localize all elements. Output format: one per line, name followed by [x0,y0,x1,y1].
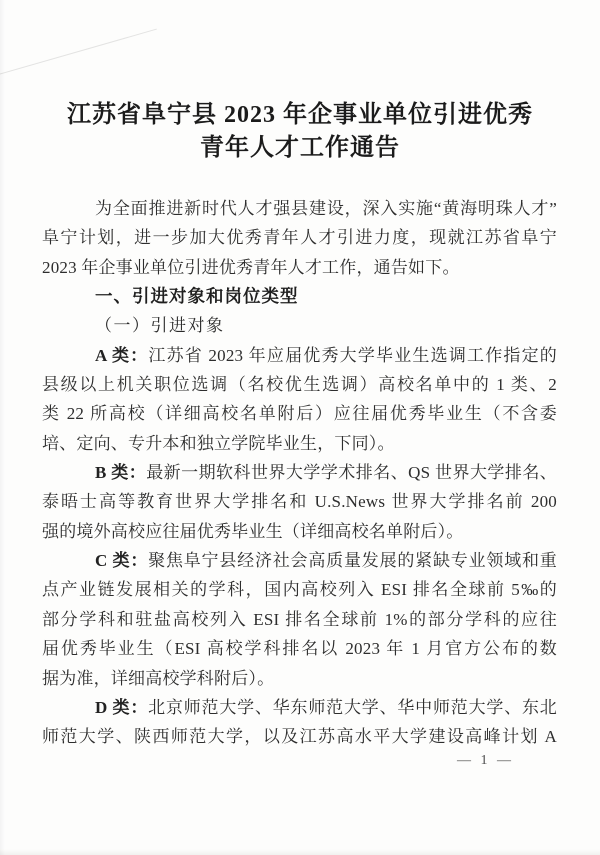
category-c-line-5: 据为准，详细高校学科附后）。 [42,668,275,688]
category-b-first-line-text: 最新一期软科世界大学学术排名、QS 世界大学排名、 [146,463,557,483]
document-body [42,194,557,752]
scan-edge-shadow-bottom [0,849,600,855]
scan-edge-shadow-left [0,0,5,855]
document-title-line-1: 江苏省阜宁县 2023 年企事业单位引进优秀 [67,102,533,128]
category-c-line-4: 届优秀毕业生（ESI 高校学科排名以 2023 年 1 月官方公布的数 [42,639,557,659]
category-a-first-line-text: 江苏省 2023 年应届优秀大学毕业生选调工作指定的 [148,345,557,365]
category-b-line-2: 泰晤士高等教育世界大学排名和 U.S.News 世界大学排名前 200 [42,492,557,512]
category-d-label: D 类： [95,697,149,717]
category-c-label: C 类： [95,551,149,571]
category-a-line-4: 培、定向、专升本和独立学院毕业生，下同）。 [42,433,395,453]
category-d-first-line-text: 北京师范大学、华东师范大学、华中师范大学、东北 [148,697,557,717]
category-a-line-1 [42,341,557,370]
category-c-first-line-text: 聚焦阜宁县经济社会高质量发展的紧缺专业领域和重 [148,551,557,571]
subsection-heading: （一）引进对象 [95,316,225,336]
document-title [0,0,600,165]
category-b-label: B 类： [95,463,147,483]
category-b-line-3: 强的境外高校应往届优秀毕业生（详细高校名单附后）。 [42,521,464,541]
category-d-line-2: 师范大学、陕西师范大学，以及江苏高水平大学建设高峰计划 A [42,727,557,747]
category-a-line-3: 类 22 所高校（详细高校名单附后）应往届优秀毕业生（不含委 [42,404,557,424]
document-title-line-2: 青年人才工作通告 [200,135,400,161]
intro-line-1: 为全面推进新时代人才强县建设，深入实施“黄海明珠人才” [95,199,557,218]
category-d-line-1 [42,693,557,722]
intro-line-2: 阜宁计划，进一步加大优秀青年人才引进力度，现就江苏省阜宁 [42,228,557,248]
section-heading: 一、引进对象和岗位类型 [95,286,299,307]
category-c-line-3: 部分学科和驻盐高校列入 ESI 排名全球前 1%的部分学科的应往 [42,609,557,629]
category-a-line-2: 县级以上机关职位选调（名校优生选调）高校名单中的 1 类、2 [42,375,557,395]
page-number: — 1 — [457,753,514,768]
intro-line-3: 2023 年企事业单位引进优秀青年人才工作，通告如下。 [42,257,460,277]
category-b-line-1 [42,458,557,487]
category-c-line-1 [42,546,557,575]
category-c-line-2: 点产业链发展相关的学科，国内高校列入 ESI 排名全球前 5‰的 [42,580,557,600]
category-a-label: A 类： [95,345,149,365]
